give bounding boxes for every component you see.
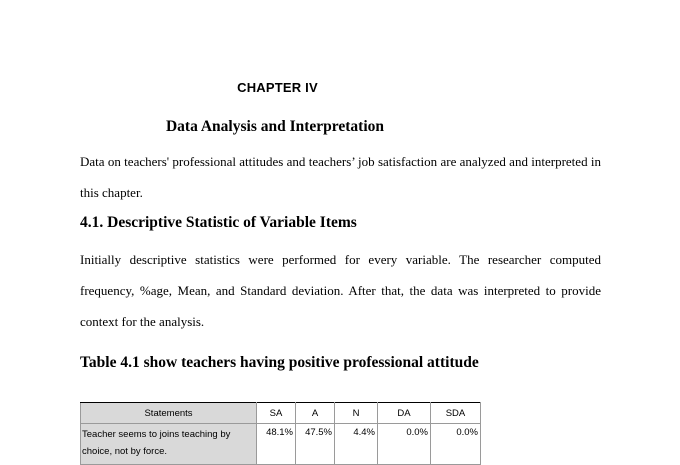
header-sda: SDA: [431, 403, 481, 424]
row-value-sda: 0.0%: [431, 424, 481, 465]
intro-paragraph: Data on teachers' professional attitudes and teachers’ job satisfaction are analyzed and interpreted in this chapter.: [80, 154, 601, 200]
section-heading: 4.1. Descriptive Statistic of Variable Items: [80, 214, 357, 231]
statistics-table: [80, 402, 481, 465]
header-a: A: [296, 403, 335, 424]
document-title: Data Analysis and Interpretation: [165, 118, 385, 135]
chapter-heading: CHAPTER IV: [237, 80, 318, 95]
table-header-row: [81, 403, 481, 424]
header-statements: Statements: [81, 403, 257, 424]
header-da: DA: [378, 403, 431, 424]
row-value-n: 4.4%: [335, 424, 378, 465]
row-value-sa: 48.1%: [257, 424, 296, 465]
table-caption: Table 4.1 show teachers having positive professional attitude: [80, 354, 479, 371]
header-sa: SA: [257, 403, 296, 424]
header-n: N: [335, 403, 378, 424]
row-statement: Teacher seems to joins teaching by choice, not by force.: [81, 424, 257, 465]
row-value-da: 0.0%: [378, 424, 431, 465]
row-value-a: 47.5%: [296, 424, 335, 465]
table-row: [81, 424, 481, 465]
section-paragraph: Initially descriptive statistics were performed for every variable. The researcher computed frequency, %age, Mean, and Standard deviation. After that, the data was interpreted to provide context for the analysis.: [80, 252, 601, 329]
